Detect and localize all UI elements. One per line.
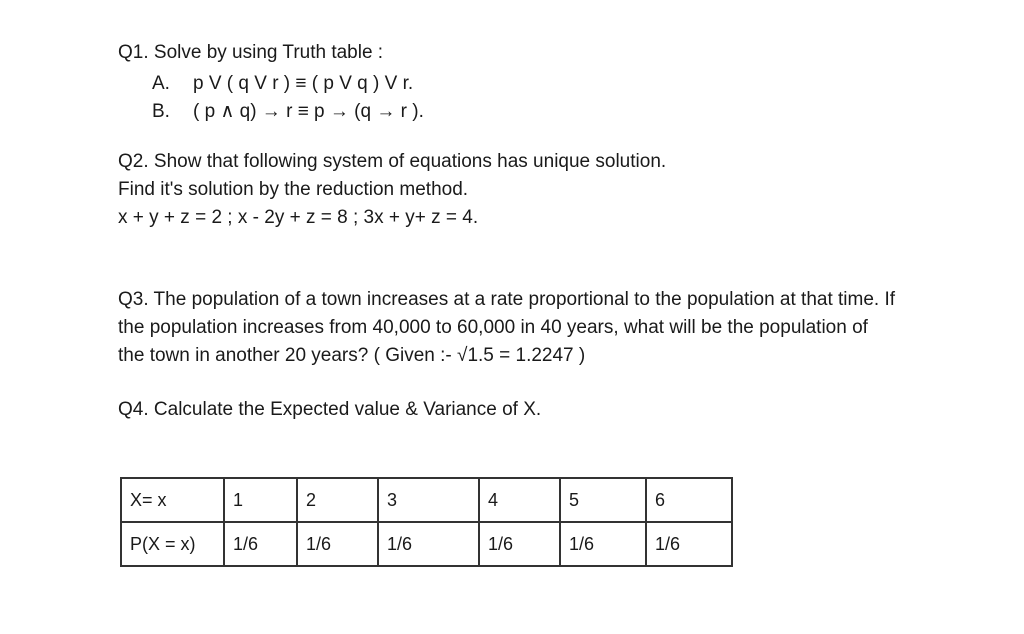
question-1a-label: A. (152, 73, 170, 94)
table-cell: 3 (378, 478, 479, 522)
table-cell: 1/6 (479, 522, 560, 566)
probability-distribution-table (120, 477, 733, 567)
question-2-line-2: Find it's solution by the reduction method. (118, 179, 469, 200)
question-1a-expression: p V ( q V r ) ≡ ( p V q ) V r. (193, 73, 414, 94)
table-cell: 1/6 (646, 522, 732, 566)
question-3-line-1: Q3. The population of a town increases at a rate proportional to the population at that time. If (118, 289, 896, 310)
question-2-equations: x + y + z = 2 ; x - 2y + z = 8 ; 3x + y+ z = 4. (118, 207, 479, 228)
table-cell: 6 (646, 478, 732, 522)
question-1b-expression: ( p ∧ q) → r ≡ p → (q → r ). (193, 101, 424, 122)
table-cell: 4 (479, 478, 560, 522)
question-1b-label: B. (152, 101, 170, 122)
table-cell: 1/6 (560, 522, 646, 566)
table-cell: 1 (224, 478, 297, 522)
table-cell: X= x (121, 478, 224, 522)
table-cell: 1/6 (378, 522, 479, 566)
question-2-line-1: Q2. Show that following system of equations has unique solution. (118, 151, 667, 172)
table-cell: 1/6 (297, 522, 378, 566)
question-1-title: Q1. Solve by using Truth table : (118, 42, 384, 63)
table-row-probabilities (121, 522, 732, 566)
question-4-line-1: Q4. Calculate the Expected value & Variance of X. (118, 399, 542, 420)
table-row-x-values (121, 478, 732, 522)
table-cell: 5 (560, 478, 646, 522)
table-cell: 1/6 (224, 522, 297, 566)
question-3-line-2: the population increases from 40,000 to 60,000 in 40 years, what will be the population of (118, 317, 868, 338)
table-cell: 2 (297, 478, 378, 522)
table-cell: P(X = x) (121, 522, 224, 566)
question-3-line-3: the town in another 20 years? ( Given :- √1.5 = 1.2247 ) (118, 345, 586, 366)
